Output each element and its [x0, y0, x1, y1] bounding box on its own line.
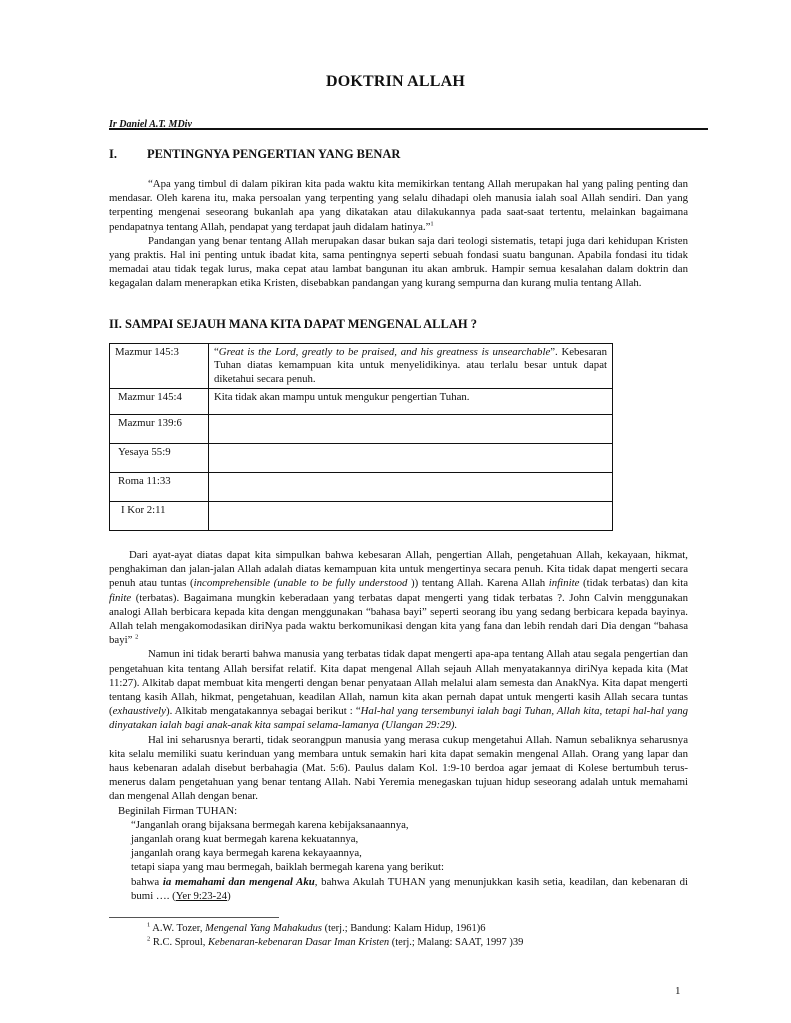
verse-text — [209, 502, 613, 531]
firman-intro: Beginilah Firman TUHAN: — [118, 804, 238, 817]
verse-text: “Great is the Lord, greatly to be praised, and his greatness is unsearchable”. Kebesaran Tuhan diatas kemampuan kita untuk menyelidikinya. atau terlalu besar untuk dapat diketahui secara penuh. — [209, 344, 613, 389]
verse-text — [209, 444, 613, 473]
footnote-2: $^2$ R.C. Sproul, Kebenaran-kebenaran Dasar Iman Kristen (terj.; Malang: SAAT, 1997 )39 — [147, 935, 524, 948]
conclusion-paragraph: Dari ayat-ayat diatas dapat kita simpulkan bahwa kebesaran Allah, pengertian Allah, pengetahuan Allah, kekayaan, hikmat, penghakiman dan jalan-jalan Allah adalah diatas kemampuan kita untuk mengertinya secara penuh. Kita tidak dapat mengerti secara penuh atau tuntas (incomprehensible (unable to be fully understood )) tentang Allah. Karena Allah infinite (tidak terbatas) dan kita finite (terbatas). Bagaimana mungkin keberadaan yang terbatas dapat mengerti yang tidak terbatas ?. John Calvin menggunakan analogi Allah berbicara kepada kita dengan menggunakan “bahasa bayi” seperti seorang ibu yang sedang berbicara kepada bayinya. Allah telah mengakomodasikan diriNya pada waktu berkomunikasi dengan kita yang fana dan lebih rendah dari Dia dengan “bahasa bayi” $^2$ — [109, 549, 688, 647]
section-2-heading: II. SAMPAI SEJAUH MANA KITA DAPAT MENGENAL ALLAH ? — [109, 317, 477, 331]
verse-text: Kita tidak akan mampu untuk mengukur pengertian Tuhan. — [209, 389, 613, 415]
footnote-1: $^1$ A.W. Tozer, Mengenal Yang Mahakudus (terj.; Bandung: Kalam Hidup, 1961)6 — [147, 921, 486, 934]
table-row — [110, 444, 613, 473]
verse-ref: Mazmur 145:3 — [110, 344, 209, 389]
document-title: DOKTRIN ALLAH — [325, 73, 466, 90]
quote-line: tetapi siapa yang mau bermegah, baiklah bermegah karena yang berikut: — [131, 861, 444, 874]
verse-ref: Mazmur 145:4 — [110, 389, 209, 415]
verse-ref: I Kor 2:11 — [110, 502, 209, 531]
header-rule — [109, 128, 708, 130]
scripture-link[interactable]: Yer 9:23-24 — [175, 889, 228, 902]
table-row — [110, 389, 613, 415]
table-row — [110, 473, 613, 502]
verse-ref: Roma 11:33 — [110, 473, 209, 502]
quote-line: bahwa ia memahami dan mengenal Aku, bahwa Akulah TUHAN yang menunjukkan kasih setia, keadilan, dan kebenaran di bumi …. (Yer 9:23-24) — [131, 875, 688, 902]
verse-table — [109, 343, 613, 531]
table-row — [110, 344, 613, 389]
quote-line: “Janganlah orang bijaksana bermegah karena kebijaksanaannya, — [131, 818, 409, 831]
section-1-title: PENTINGNYA PENGERTIAN YANG BENAR — [147, 147, 401, 161]
section-1-heading — [109, 147, 400, 162]
verse-ref: Yesaya 55:9 — [110, 444, 209, 473]
verse-quote-en: Great is the Lord, greatly to be praised, and his greatness is unsearchable — [218, 346, 551, 358]
verse-ref: Mazmur 139:6 — [110, 415, 209, 444]
section-2-body — [109, 548, 688, 903]
footnote-ref-2[interactable]: 2 — [135, 633, 139, 641]
verse-text — [209, 415, 613, 444]
quote-line: janganlah orang kuat bermegah karena kekuatannya, — [131, 833, 359, 846]
section-1-body — [109, 177, 688, 291]
longing-paragraph: Hal ini seharusnya berarti, tidak seorangpun manusia yang merasa cukup mengetahui Allah. Namun sebaliknya seharusnya kita selalu memiliki suatu kerinduan yang membara untuk semakin hari kita dapat semakin mengenal Allah. Orang yang lapar dan haus kebenaran adalah disebut berbahagia (Mat. 5:6). Paulus dalam Kol. 1:9-10 berdoa agar jemaat di Kolese bertumbuh terus-menerus dalam pengetahuan yang benar tentang Allah. Nabi Yeremia menegaskan tujuan hidup seseorang adalah untuk memahami dan mengenal Allah dengan benar. — [109, 733, 688, 803]
limited-knowledge-paragraph: Namun ini tidak berarti bahwa manusia yang terbatas tidak dapat mengerti apa-apa tentang Allah atau segala pengertian dan pengetahuan kita tentang Allah bersifat relatif. Kita dapat mengenal Allah sejauh Allah menyatakannya diriNya kepada kita (Mat 11:27). Alkitab dapat membuat kita mengerti dengan benar penyataan Allah melalui alam semesta dan AnakNya. Kita dapat mengerti tentang kasih Allah, hikmat, pengetahuan, keadilan Allah, namun kita akan pernah dapat untuk mengerti kasih Allah secara tuntas (exhaustively). Alkitab mengatakannya sebagai berikut : “Hal-hal yang tersembunyi ialah bagi Tuhan, Allah kita, tetapi hal-hal yang dinyatakan ialah bagi anak-anak kita sampai selama-lamanya (Ulangan 29:29). — [109, 648, 689, 732]
footnote-ref-1[interactable]: 1 — [430, 220, 434, 228]
page-number: 1 — [675, 985, 681, 997]
verse-text — [209, 473, 613, 502]
tozer-quote-paragraph: “Apa yang timbul di dalam pikiran kita pada waktu kita memikirkan tentang Allah merupakan hal yang paling penting dan mendasar. Oleh karena itu, maka persoalan yang terpenting yang selalu dihadapi oleh manusia ialah soal Allah sendiri. Dan yang terpenting mengenai seseorang bukanlah apa yang dikatakan atau dilakukannya pada saat-saat tertentu, melainkan bagaimana pendapatnya tentang Allah, pendapat yang terdapat jauh didalam hatinya.”$^1$ — [109, 178, 688, 233]
table-row — [110, 415, 613, 444]
author-line: Ir Daniel A.T. MDiv — [109, 119, 192, 130]
footnote-separator — [109, 917, 279, 918]
foundation-paragraph: Pandangan yang benar tentang Allah merupakan dasar bukan saja dari teologi sistematis, tetapi juga dari kehidupan Kristen yang praktis. Hal ini penting untuk ibadat kita, sama pentingnya seperti sebuah fondasi suatu bangunan. Apabila fondasi itu tidak memadai atau tidak tegak lurus, maka cepat atau lambat bangunan itu akan ambruk. Hampir semua kesalahan dalam doktrin dan kegagalan dalam menerapkan etika Kristen, disebabkan pandangan yang kurang sempurna dan kurang mulia tentang Allah. — [109, 234, 688, 290]
table-row — [110, 502, 613, 531]
quote-line: janganlah orang kaya bermegah karena kekayaannya, — [131, 847, 362, 860]
section-1-number: I. — [109, 147, 117, 161]
jeremiah-quote — [109, 818, 688, 903]
